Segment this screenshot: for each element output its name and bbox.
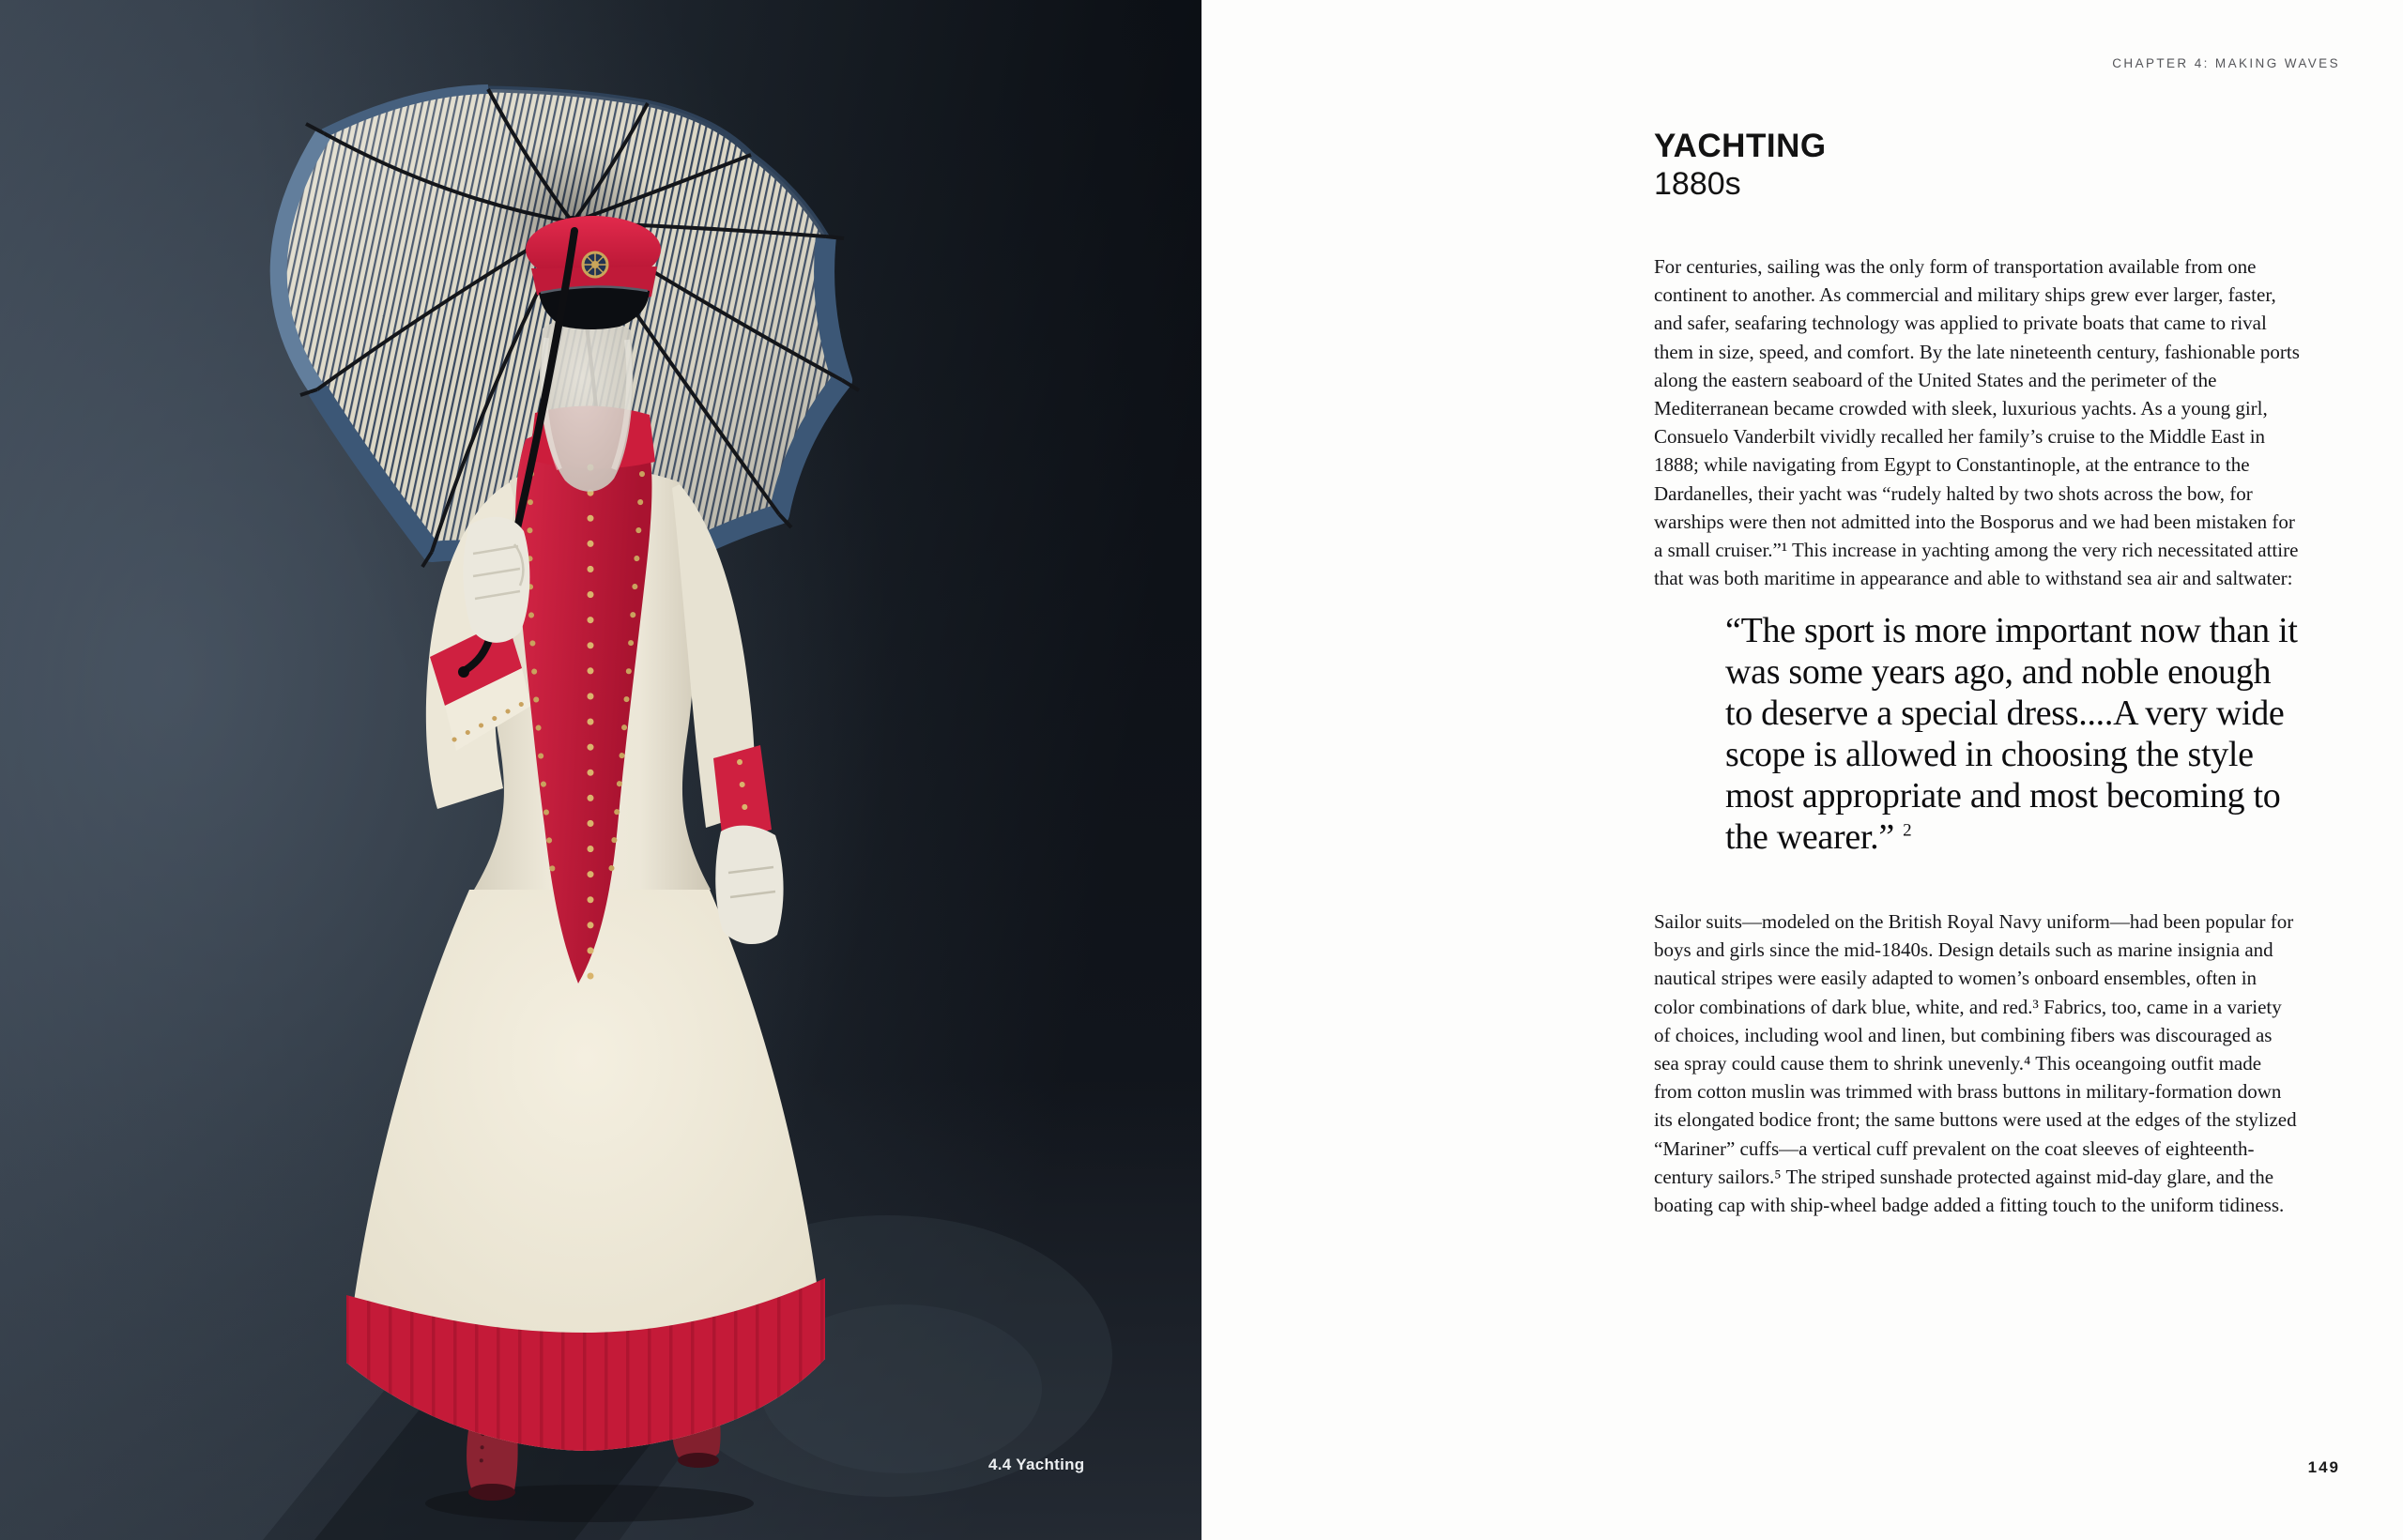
title-block xyxy=(1654,128,1827,203)
text-page xyxy=(1202,0,2403,1540)
left-glove xyxy=(463,517,529,643)
figure-caption: 4.4 Yachting xyxy=(988,1456,1085,1473)
paragraph-1: For centuries, sailing was the only form of transportation available from one continent to another. As commercial and military ships grew ever larger, faster, and safer, seafaring technology was applied to private boats that came to rival them in size, speed, and comfort. By the late nineteenth century, fashionable ports along the eastern seaboard of the United States and the perimeter of the Mediterranean became crowded with sleek, luxurious yachts. As a young girl, Consuelo Vanderbilt vividly recalled her family’s cruise to the Middle East in 1888; while navigating from Egypt to Constantinople, at the entrance to the Dardanelles, their yacht was “rudely halted by two shots across the bow, for warships were then not admitted into the Bosporus and we had been mistaken for a small cruiser.”¹ This increase in yachting among the very rich necessitated attire that was both maritime in appearance and able to withstand sea air and saltwater: xyxy=(1654,255,2300,590)
page-number: 149 xyxy=(2307,1458,2340,1476)
right-glove xyxy=(715,826,783,944)
pull-quote xyxy=(1725,610,2305,858)
page-subtitle: 1880s xyxy=(1654,166,1741,202)
page-title: YACHTING xyxy=(1654,128,1827,164)
pull-quote-footnote-marker: 2 xyxy=(1903,820,1912,841)
running-head: CHAPTER 4: MAKING WAVES xyxy=(2112,56,2340,70)
pull-quote-text: “The sport is more important now than it was some years ago, and noble enough to deserve a special dress....A very wide scope is allowed in choosing the style most appropriate and most becoming to the wearer.” xyxy=(1725,611,2298,857)
paragraph-2: Sailor suits—modeled on the British Royal Navy uniform—had been popular for boys and girls since the mid-1840s. Design details such as marine insignia and nautical stripes were easily adapted to women’s onboard ensembles, often in color combinations of dark blue, white, and red.³ Fabrics, too, came in a variety of choices, including wool and linen, but combining fibers was discouraged as sea spray could cause them to shrink unevenly.⁴ This oceangoing outfit made from cotton muslin was trimmed with brass buttons in military-formation down its elongated bodice front; the same buttons were used at the edges of the stylized “Mariner” cuffs—a vertical cuff prevalent on the coat sleeves of eighteenth-century sailors.⁵ The striped sunshade protected against mid-day glare, and the boating cap with ship-wheel badge added a fitting touch to the uniform tidiness. xyxy=(1654,910,2297,1217)
ship-wheel-badge xyxy=(582,252,608,278)
